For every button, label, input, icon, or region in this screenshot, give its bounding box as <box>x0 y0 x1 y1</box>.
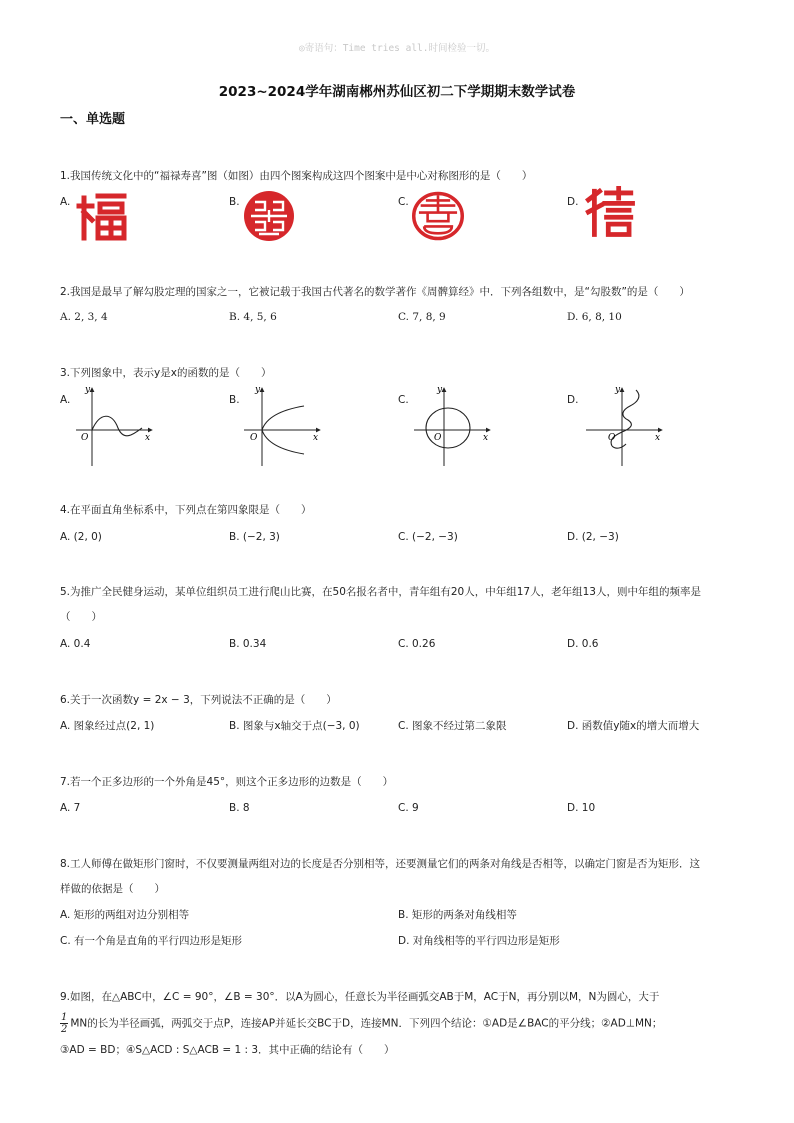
q4-option-a: A. (2, 0) <box>60 531 102 543</box>
graph-d-y-label: y <box>615 385 621 395</box>
shou-seal-image <box>412 190 464 242</box>
q2-option-a: A. 2, 3, 4 <box>60 311 108 323</box>
question-5-stem-line2: （ ） <box>60 611 102 623</box>
q8-option-a: A. 矩形的两组对边分别相等 <box>60 909 190 921</box>
q8-option-c: C. 有一个角是直角的平行四边形是矩形 <box>60 935 243 947</box>
question-7-stem: 7.若一个正多边形的一个外角是45°，则这个正多边形的边数是（ ） <box>60 776 394 788</box>
question-8-stem-line1: 8.工人师傅在做矩形门窗时，不仅要测量两组对边的长度是否分别相等，还要测量它们的两条对角线是否相等，以确定门窗是否为矩形．这 <box>60 858 701 870</box>
section-heading: 一、单选题 <box>60 112 126 127</box>
q7-option-b: B. 8 <box>229 802 250 814</box>
q4-option-d: D. (2, −3) <box>567 531 619 543</box>
question-9-line3: ③AD = BD；④S△ACD : S△ACB = 1 : 3．其中正确的结论有（ ） <box>60 1044 395 1056</box>
q3-option-c-label: C. <box>398 394 409 406</box>
q1-option-d-label: D. <box>567 196 579 208</box>
graph-c-x-label: x <box>483 433 489 443</box>
graph-b-x-label: x <box>313 433 319 443</box>
graph-a-x-label: x <box>145 433 151 443</box>
q2-option-b: B. 4, 5, 6 <box>229 311 277 323</box>
watermark-text: ◎寄语句：Time tries all.时间检验一切。 <box>298 43 495 54</box>
graph-a-y-label: y <box>85 385 91 395</box>
q6-option-c: C. 图象不经过第二象限 <box>398 720 507 732</box>
question-5-stem-line1: 5.为推广全民健身运动，某单位组织员工进行爬山比赛，在50名报名者中，青年组有20人，中年组17人，老年组13人，则中年组的频率是 <box>60 586 701 598</box>
question-2-stem: 2.我国是最早了解勾股定理的国家之一，它被记载于我国古代著名的数学著作《周髀算经》中．下列各组数中，是“勾股数”的是（ ） <box>60 286 690 298</box>
graph-b-origin-label: O <box>250 433 258 443</box>
question-8-stem-line2: 样做的依据是（ ） <box>60 883 165 895</box>
q5-option-c: C. 0.26 <box>398 638 436 650</box>
q2-option-d: D. 6, 8, 10 <box>567 311 622 323</box>
q8-option-b: B. 矩形的两条对角线相等 <box>398 909 517 921</box>
q1-option-a-label: A. <box>60 196 71 208</box>
fu-seal-image <box>76 190 128 242</box>
graph-b-y-label: y <box>255 385 261 395</box>
graph-d-x-label: x <box>655 433 661 443</box>
graph-d-origin-label: O <box>608 433 616 443</box>
question-4-stem: 4.在平面直角坐标系中，下列点在第四象限是（ ） <box>60 504 312 516</box>
question-9-line1: 9.如图，在△ABC中，∠C = 90°，∠B = 30°．以A为圆心，任意长为半径画弧交AB于M，AC于N，再分别以M，N为圆心，大于 <box>60 991 660 1003</box>
q6-option-a: A. 图象经过点(2, 1) <box>60 720 155 732</box>
question-9-line2-text: MN的长为半径画弧，两弧交于点P，连接AP并延长交BC于D，连接MN．下列四个结论：①AD是∠BAC的平分线；②AD⊥MN； <box>70 1017 663 1030</box>
question-6-stem: 6.关于一次函数y = 2x − 3，下列说法不正确的是（ ） <box>60 694 337 706</box>
q7-option-a: A. 7 <box>60 802 81 814</box>
fraction-denominator: 2 <box>61 1024 68 1035</box>
q1-option-c-label: C. <box>398 196 409 208</box>
question-9-line2 <box>60 1012 750 1035</box>
q3-option-b-label: B. <box>229 394 240 406</box>
one-half-fraction <box>60 1012 68 1035</box>
q3-graph-c <box>410 382 500 468</box>
question-3-stem: 3.下列图象中，表示y是x的函数的是（ ） <box>60 367 272 379</box>
question-1-stem: 1.我国传统文化中的“福禄寿喜”图（如图）由四个图案构成这四个图案中是中心对称图形的是（ ） <box>60 170 533 182</box>
q7-option-d: D. 10 <box>567 802 596 814</box>
q4-option-b: B. (−2, 3) <box>229 531 280 543</box>
q3-option-d-label: D. <box>567 394 579 406</box>
q6-option-d: D. 函数值y随x的增大而增大 <box>567 720 700 732</box>
q2-option-c: C. 7, 8, 9 <box>398 311 446 323</box>
q3-graph-d <box>582 382 672 468</box>
q3-graph-a <box>72 382 162 468</box>
q5-option-b: B. 0.34 <box>229 638 267 650</box>
q5-option-a: A. 0.4 <box>60 638 91 650</box>
fraction-numerator: 1 <box>61 1012 68 1023</box>
graph-a-origin-label: O <box>81 433 89 443</box>
xi-seal-image <box>584 186 636 238</box>
lu-seal-image <box>243 190 295 242</box>
q5-option-d: D. 0.6 <box>567 638 599 650</box>
q3-option-a-label: A. <box>60 394 71 406</box>
q6-option-b: B. 图象与x轴交于点(−3, 0) <box>229 720 360 732</box>
graph-c-origin-label: O <box>434 433 442 443</box>
q1-option-b-label: B. <box>229 196 240 208</box>
q8-option-d: D. 对角线相等的平行四边形是矩形 <box>398 935 560 947</box>
page-title: 2023~2024学年湖南郴州苏仙区初二下学期期末数学试卷 <box>218 84 576 100</box>
q3-graph-b <box>240 382 330 468</box>
q7-option-c: C. 9 <box>398 802 419 814</box>
graph-c-y-label: y <box>437 385 443 395</box>
q4-option-c: C. (−2, −3) <box>398 531 458 543</box>
